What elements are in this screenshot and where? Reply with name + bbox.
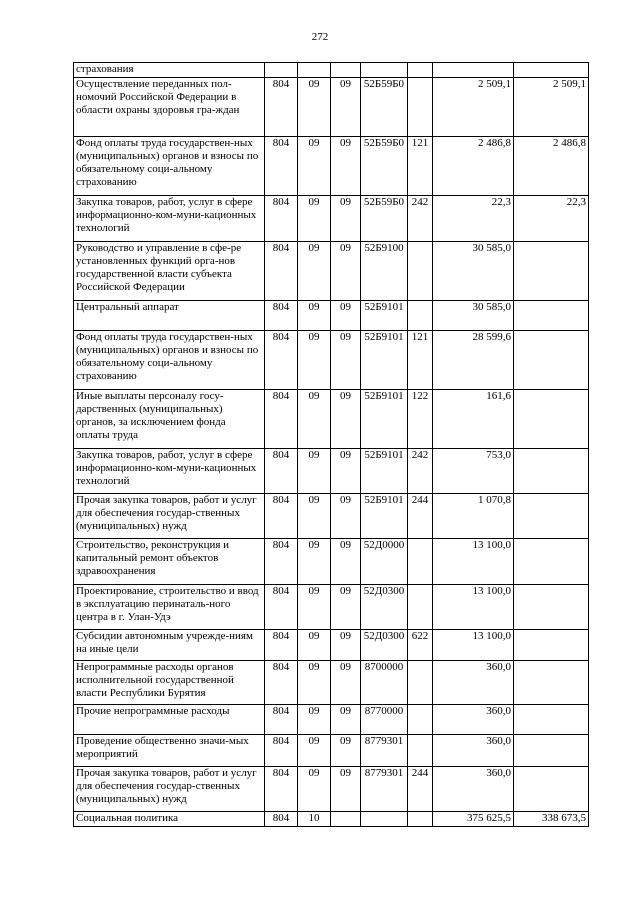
cell-csr: 52Б9101: [361, 301, 408, 331]
cell-csr: 52Б9101: [361, 494, 408, 539]
cell-ved: 804: [265, 812, 298, 827]
cell-vr: [408, 705, 433, 735]
cell-name: страхования: [74, 63, 265, 78]
cell-name: Непрограммные расходы органов исполнительной государственной власти Республики Бурятия: [74, 661, 265, 705]
table-row: [74, 449, 589, 494]
cell-rz: 09: [298, 301, 331, 331]
cell-sum-2: [514, 242, 589, 301]
cell-name: Проведение общественно значи-мых мероприятий: [74, 735, 265, 767]
cell-rz: 09: [298, 705, 331, 735]
cell-ved: 804: [265, 705, 298, 735]
cell-pr: 09: [331, 705, 361, 735]
cell-csr: 8779301: [361, 767, 408, 812]
cell-sum-2: [514, 539, 589, 585]
table-row: [74, 137, 589, 196]
cell-name: Центральный аппарат: [74, 301, 265, 331]
cell-rz: 09: [298, 767, 331, 812]
cell-vr: 244: [408, 494, 433, 539]
table-row: [74, 705, 589, 735]
cell-rz: 09: [298, 630, 331, 661]
cell-sum-2: [514, 331, 589, 390]
cell-rz: 09: [298, 242, 331, 301]
cell-sum-1: 22,3: [433, 196, 514, 242]
table-row: [74, 331, 589, 390]
cell-rz: 09: [298, 331, 331, 390]
table-row: [74, 735, 589, 767]
cell-csr: 8700000: [361, 661, 408, 705]
cell-csr: 52Б9101: [361, 449, 408, 494]
cell-sum-2: [514, 494, 589, 539]
cell-rz: 09: [298, 735, 331, 767]
cell-csr: 52Д0300: [361, 630, 408, 661]
cell-vr: [408, 735, 433, 767]
cell-ved: 804: [265, 242, 298, 301]
cell-csr: 52Д0300: [361, 585, 408, 630]
cell-ved: 804: [265, 539, 298, 585]
cell-vr: 242: [408, 196, 433, 242]
cell-sum-1: 30 585,0: [433, 301, 514, 331]
cell-sum-1: 13 100,0: [433, 585, 514, 630]
cell-ved: [265, 63, 298, 78]
cell-csr: 52Д0000: [361, 539, 408, 585]
cell-rz: 09: [298, 78, 331, 137]
cell-ved: 804: [265, 390, 298, 449]
cell-sum-1: [433, 63, 514, 78]
cell-name: Прочая закупка товаров, работ и услуг для обеспечения государ-ственных (муниципальных) нужд: [74, 494, 265, 539]
table-row: [74, 812, 589, 827]
cell-sum-1: 753,0: [433, 449, 514, 494]
cell-sum-2: [514, 63, 589, 78]
cell-pr: 09: [331, 196, 361, 242]
cell-rz: 09: [298, 449, 331, 494]
cell-rz: 09: [298, 196, 331, 242]
cell-name: Иные выплаты персоналу госу-дарственных (муниципальных) органов, за исключением фонда оплаты труда: [74, 390, 265, 449]
cell-sum-2: [514, 301, 589, 331]
cell-pr: 09: [331, 78, 361, 137]
cell-rz: 09: [298, 390, 331, 449]
cell-sum-2: [514, 449, 589, 494]
cell-name: Фонд оплаты труда государствен-ных (муниципальных) органов и взносы по обязательному соци-альному страхованию: [74, 331, 265, 390]
cell-sum-1: 13 100,0: [433, 630, 514, 661]
cell-sum-1: 375 625,5: [433, 812, 514, 827]
cell-sum-1: 2 486,8: [433, 137, 514, 196]
cell-csr: 8779301: [361, 735, 408, 767]
cell-vr: [408, 78, 433, 137]
cell-name: Проектирование, строительство и ввод в эксплуатацию перинаталь-ного центра в г. Улан-Удэ: [74, 585, 265, 630]
cell-pr: 09: [331, 331, 361, 390]
cell-rz: [298, 63, 331, 78]
cell-name: Строительство, реконструкция и капитальный ремонт объектов здравоохранения: [74, 539, 265, 585]
cell-sum-2: [514, 661, 589, 705]
cell-ved: 804: [265, 630, 298, 661]
cell-ved: 804: [265, 301, 298, 331]
cell-ved: 804: [265, 494, 298, 539]
cell-csr: [361, 63, 408, 78]
page-number: 272: [311, 31, 329, 43]
cell-csr: 52Б59Б0: [361, 137, 408, 196]
cell-name: Закупка товаров, работ, услуг в сфере информационно-ком-муни-кационных технологий: [74, 196, 265, 242]
cell-pr: 09: [331, 301, 361, 331]
cell-sum-1: 28 599,6: [433, 331, 514, 390]
cell-pr: [331, 812, 361, 827]
cell-pr: 09: [331, 661, 361, 705]
cell-rz: 09: [298, 585, 331, 630]
cell-sum-1: 13 100,0: [433, 539, 514, 585]
cell-name: Руководство и управление в сфе-ре установленных функций орга-нов государственной власти субъекта Российской Федерации: [74, 242, 265, 301]
cell-sum-2: [514, 585, 589, 630]
cell-rz: 09: [298, 137, 331, 196]
table-row: [74, 539, 589, 585]
cell-csr: 52Б9100: [361, 242, 408, 301]
table-row: [74, 78, 589, 137]
cell-sum-1: 30 585,0: [433, 242, 514, 301]
table-row: [74, 767, 589, 812]
cell-vr: [408, 812, 433, 827]
cell-ved: 804: [265, 661, 298, 705]
cell-name: Прочая закупка товаров, работ и услуг для обеспечения государ-ственных (муниципальных) нужд: [74, 767, 265, 812]
cell-pr: 09: [331, 585, 361, 630]
cell-csr: 52Б59Б0: [361, 196, 408, 242]
cell-name: Субсидии автономным учрежде-ниям на иные цели: [74, 630, 265, 661]
cell-sum-2: 2 486,8: [514, 137, 589, 196]
table-row: [74, 196, 589, 242]
cell-name: Фонд оплаты труда государствен-ных (муниципальных) органов и взносы по обязательному соци-альному страхованию: [74, 137, 265, 196]
table-row: [74, 585, 589, 630]
cell-vr: [408, 539, 433, 585]
cell-sum-1: 360,0: [433, 705, 514, 735]
cell-sum-2: [514, 630, 589, 661]
cell-sum-2: 2 509,1: [514, 78, 589, 137]
cell-vr: 121: [408, 137, 433, 196]
cell-rz: 09: [298, 494, 331, 539]
cell-vr: [408, 585, 433, 630]
cell-name: Социальная политика: [74, 812, 265, 827]
cell-pr: [331, 63, 361, 78]
cell-sum-1: 161,6: [433, 390, 514, 449]
table-row: [74, 390, 589, 449]
cell-ved: 804: [265, 78, 298, 137]
cell-pr: 09: [331, 735, 361, 767]
table-row: [74, 301, 589, 331]
cell-name: Осуществление переданных пол-номочий Российской Федерации в области охраны здоровья гра-ждан: [74, 78, 265, 137]
cell-sum-2: [514, 767, 589, 812]
cell-ved: 804: [265, 331, 298, 390]
cell-ved: 804: [265, 735, 298, 767]
cell-sum-1: 1 070,8: [433, 494, 514, 539]
cell-csr: 8770000: [361, 705, 408, 735]
table-row: [74, 63, 589, 78]
cell-ved: 804: [265, 767, 298, 812]
cell-name: Закупка товаров, работ, услуг в сфере информационно-ком-муни-кационных технологий: [74, 449, 265, 494]
cell-csr: 52Б59Б0: [361, 78, 408, 137]
cell-vr: 244: [408, 767, 433, 812]
table-row: [74, 661, 589, 705]
cell-vr: [408, 242, 433, 301]
cell-pr: 09: [331, 767, 361, 812]
cell-pr: 09: [331, 494, 361, 539]
cell-pr: 09: [331, 137, 361, 196]
cell-name: Прочие непрограммные расходы: [74, 705, 265, 735]
cell-vr: 242: [408, 449, 433, 494]
cell-rz: 09: [298, 539, 331, 585]
table-row: [74, 630, 589, 661]
cell-vr: [408, 301, 433, 331]
cell-sum-2: 338 673,5: [514, 812, 589, 827]
cell-vr: 122: [408, 390, 433, 449]
cell-rz: 10: [298, 812, 331, 827]
cell-csr: [361, 812, 408, 827]
cell-sum-2: [514, 390, 589, 449]
cell-vr: [408, 63, 433, 78]
cell-pr: 09: [331, 539, 361, 585]
budget-table: [73, 62, 589, 827]
cell-csr: 52Б9101: [361, 331, 408, 390]
cell-sum-2: [514, 705, 589, 735]
cell-csr: 52Б9101: [361, 390, 408, 449]
table-row: [74, 494, 589, 539]
cell-vr: 121: [408, 331, 433, 390]
cell-ved: 804: [265, 585, 298, 630]
table-row: [74, 242, 589, 301]
cell-pr: 09: [331, 449, 361, 494]
cell-vr: 622: [408, 630, 433, 661]
cell-sum-2: 22,3: [514, 196, 589, 242]
cell-pr: 09: [331, 242, 361, 301]
cell-sum-2: [514, 735, 589, 767]
cell-rz: 09: [298, 661, 331, 705]
cell-sum-1: 360,0: [433, 767, 514, 812]
cell-pr: 09: [331, 630, 361, 661]
cell-sum-1: 360,0: [433, 735, 514, 767]
cell-vr: [408, 661, 433, 705]
cell-ved: 804: [265, 449, 298, 494]
cell-sum-1: 360,0: [433, 661, 514, 705]
cell-ved: 804: [265, 137, 298, 196]
cell-ved: 804: [265, 196, 298, 242]
cell-pr: 09: [331, 390, 361, 449]
cell-sum-1: 2 509,1: [433, 78, 514, 137]
